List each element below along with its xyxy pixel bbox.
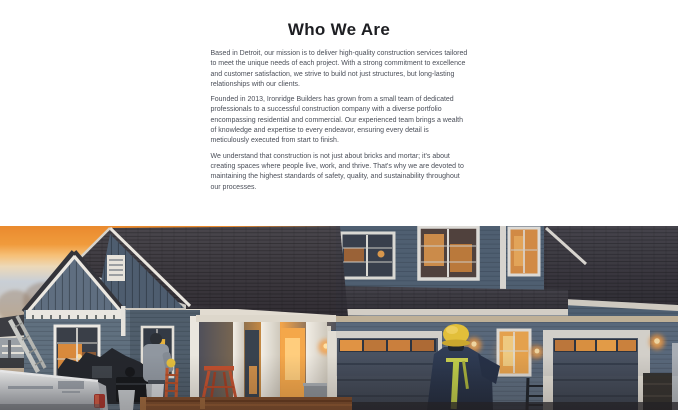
hero-photo <box>0 226 678 410</box>
vignette <box>0 226 678 410</box>
about-text-column <box>211 49 468 193</box>
about-paragraph-3: We understand that construction is not just about bricks and mortar; it's about creating spaces where people live, work, and thrive. That's why we are devoted to maintaining the highest standards of safety, quality, and sustainability throughout our processes. <box>210 152 464 191</box>
about-section <box>0 0 678 198</box>
about-paragraph-2: Founded in 2013, Ironridge Builders has grown from a small team of dedicated professionals to a successful construction company with a diverse portfolio encompassing residential and commercial. Our experienced team brings a wealth of knowledge and expertise to every endeavor, ensuring every detail is meticulously executed from start to finish. <box>210 96 464 145</box>
section-heading: Who We Are <box>287 20 391 39</box>
about-paragraph-1: Based in Detroit, our mission is to deliver high-quality construction services tailored to meet the unique needs of each project. With a strong commitment to excellence and customer satisfaction, we strive to build not just structures, but long-lasting relationships with our clients. <box>210 50 468 88</box>
